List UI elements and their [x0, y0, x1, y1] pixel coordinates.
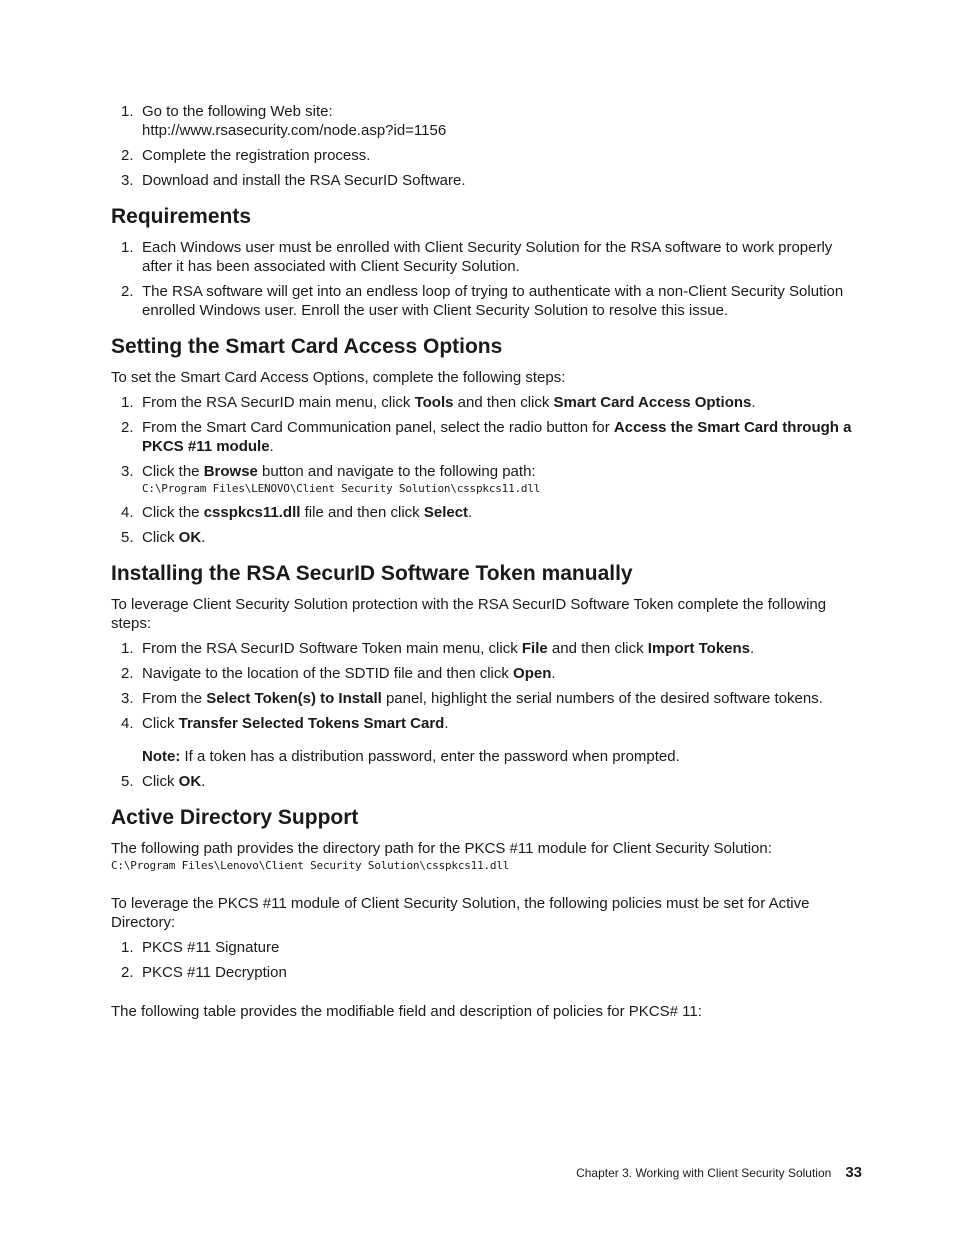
list-item: 2. From the Smart Card Communication panel, select the radio button for Access the Smart Card through a PKCS #11 module.	[121, 419, 852, 455]
note-label: Note:	[142, 748, 181, 765]
list-number: 1.	[121, 394, 134, 411]
menu-term: File	[521, 640, 548, 657]
smart-card-heading: Setting the Smart Card Access Options	[111, 335, 503, 358]
page-footer	[576, 1164, 862, 1182]
button-term: OK	[178, 773, 202, 790]
list-number: 3.	[121, 463, 134, 480]
list-item	[111, 171, 866, 190]
panel-term: Select Token(s) to Install	[206, 690, 382, 707]
list-number: 1.	[121, 103, 134, 120]
menu-term: Import Tokens	[647, 640, 751, 657]
list-item: 4. Click Transfer Selected Tokens Smart Card.	[121, 715, 449, 732]
list-number: 1.	[121, 939, 134, 956]
list-item: 5. Click OK.	[121, 773, 206, 790]
list-text: PKCS #11 Signature	[142, 939, 280, 956]
list-number: 3.	[121, 690, 134, 707]
list-number: 4.	[121, 504, 134, 521]
requirements-heading: Requirements	[111, 205, 252, 228]
ad-intro: The following path provides the directory path for the PKCS #11 module for Client Security Solution:	[111, 840, 772, 857]
ad-path-code: C:\Program Files\Lenovo\Client Security Solution\csspkcs11.dll	[111, 859, 510, 872]
list-text: Go to the following Web site:	[142, 103, 333, 120]
list-number: 3.	[121, 172, 134, 189]
list-text: Complete the registration process.	[142, 147, 371, 164]
file-path-code: C:\Program Files\LENOVO\Client Security Solution\csspkcs11.dll	[142, 482, 541, 495]
list-item	[111, 102, 866, 140]
button-term: Browse	[203, 463, 258, 480]
list-text: Download and install the RSA SecurID Software.	[142, 172, 466, 189]
requirements-list	[111, 238, 866, 320]
list-item: 3. Click the Browse button and navigate to the following path: C:\Program Files\LENOVO\Client Security Solution\csspkcs11.dll	[111, 462, 866, 497]
list-number: 5.	[121, 529, 134, 546]
option-term: Access the Smart Card through a PKCS #11 module	[142, 419, 852, 455]
list-item	[111, 146, 866, 165]
token-final-step	[111, 772, 866, 791]
list-number: 5.	[121, 773, 134, 790]
token-install-heading: Installing the RSA SecurID Software Token manually	[111, 562, 633, 585]
list-item: 5. Click OK.	[121, 529, 206, 546]
list-item	[111, 282, 866, 320]
ad-policies-list	[111, 938, 866, 982]
list-item: 4. Click the csspkcs11.dll file and then click Select.	[121, 504, 473, 521]
list-item: 2. Navigate to the location of the SDTID file and then click Open.	[121, 665, 556, 682]
token-note	[111, 747, 866, 766]
intro-steps-list	[111, 102, 866, 190]
list-number: 2.	[121, 147, 134, 164]
smart-card-intro: To set the Smart Card Access Options, complete the following steps:	[111, 369, 566, 386]
active-directory-heading: Active Directory Support	[111, 806, 359, 829]
list-number: 4.	[121, 715, 134, 732]
list-item: 1. From the RSA SecurID main menu, click Tools and then click Smart Card Access Options.	[121, 394, 756, 411]
token-steps	[111, 639, 866, 733]
list-text: Each Windows user must be enrolled with Client Security Solution for the RSA software to work properly after it has been associated with Client Security Solution.	[142, 239, 833, 275]
table-intro: The following table provides the modifiable field and description of policies for PKCS# 11:	[111, 1003, 702, 1020]
website-url: http://www.rsasecurity.com/node.asp?id=1156	[142, 122, 447, 139]
list-text: PKCS #11 Decryption	[142, 964, 287, 981]
list-number: 1.	[121, 640, 134, 657]
button-term: Open	[513, 665, 552, 682]
menu-term: Tools	[414, 394, 454, 411]
list-number: 1.	[121, 239, 134, 256]
list-item	[111, 238, 866, 276]
list-text: The RSA software will get into an endless loop of trying to authenticate with a non-Client Security Solution enrolled Windows user. Enroll the user with Client Security Solution to resolve this issue.	[142, 283, 844, 319]
token-intro: To leverage Client Security Solution protection with the RSA SecurID Software Token complete the following steps:	[111, 596, 827, 632]
chapter-title: Chapter 3. Working with Client Security Solution	[576, 1166, 832, 1180]
list-item	[111, 963, 866, 982]
list-number: 2.	[121, 665, 134, 682]
note-text: If a token has a distribution password, enter the password when prompted.	[180, 748, 680, 765]
list-item: 1. From the RSA SecurID Software Token main menu, click File and then click Import Tokens.	[121, 640, 755, 657]
page-number: 33	[845, 1164, 862, 1181]
menu-term: Smart Card Access Options	[553, 394, 752, 411]
list-number: 2.	[121, 419, 134, 436]
list-number: 2.	[121, 964, 134, 981]
button-term: OK	[178, 529, 202, 546]
file-term: csspkcs11.dll	[203, 504, 301, 521]
button-term: Transfer Selected Tokens Smart Card	[178, 715, 445, 732]
document-page	[111, 102, 866, 1021]
list-number: 2.	[121, 283, 134, 300]
list-item: 3. From the Select Token(s) to Install panel, highlight the serial numbers of the desired software tokens.	[121, 690, 823, 707]
smart-card-steps	[111, 393, 866, 547]
list-item	[111, 938, 866, 957]
button-term: Select	[423, 504, 469, 521]
ad-paragraph: To leverage the PKCS #11 module of Client Security Solution, the following policies must be set for Active Directory:	[111, 895, 810, 931]
